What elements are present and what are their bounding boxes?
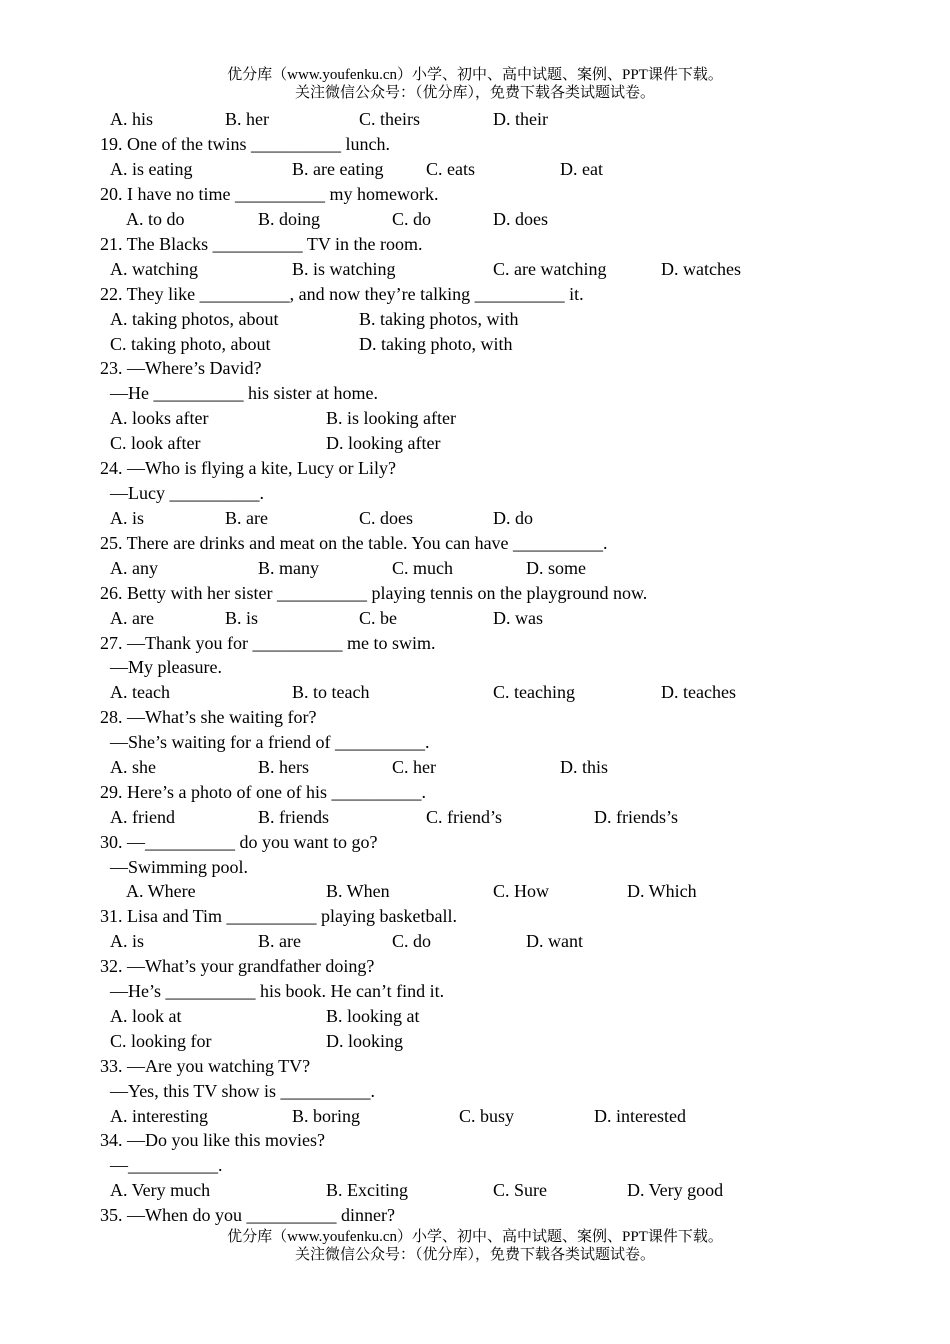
option-b: B. When: [326, 881, 390, 901]
option-c: C. do: [392, 209, 432, 229]
option-d: D. teaches: [661, 682, 736, 702]
option-b: B. are: [258, 931, 301, 951]
question-stem: 19. One of the twins __________ lunch.: [100, 134, 390, 154]
question-stem: 26. Betty with her sister __________ playing tennis on the playground now.: [100, 583, 648, 603]
question-response: —My pleasure.: [110, 657, 222, 677]
option-c: C. eats: [426, 159, 475, 179]
question-stem: 31. Lisa and Tim __________ playing basketball.: [100, 906, 457, 926]
question-stem: 23. —Where’s David?: [100, 358, 262, 378]
option-b: B. are: [225, 508, 268, 528]
option-c: C. busy: [459, 1106, 515, 1126]
option-a: A. to do: [126, 209, 185, 229]
option-d: D. this: [560, 757, 609, 777]
question-response: —__________.: [110, 1155, 223, 1175]
option-b: B. is watching: [292, 259, 396, 279]
header-line-1: 优分库（www.youfenku.cn）小学、初中、高中试题、案例、PPT课件下载。: [227, 67, 723, 83]
question-response: —She’s waiting for a friend of __________.: [110, 732, 430, 752]
option-a: A. is: [110, 931, 145, 951]
option-a: A. taking photos, about: [110, 309, 279, 329]
option-b: B. to teach: [292, 682, 370, 702]
footer-line-2: 关注微信公众号：（优分库），免费下载各类试题试卷。: [294, 1247, 655, 1263]
option-a: A. she: [110, 757, 156, 777]
option-b: B. looking at: [326, 1006, 420, 1026]
option-a: A. watching: [110, 259, 198, 279]
option-c: C. her: [392, 757, 436, 777]
option-c: C. looking for: [110, 1031, 212, 1051]
option-c: C. theirs: [359, 109, 420, 129]
option-a: A. friend: [110, 807, 175, 827]
question-stem: 25. There are drinks and meat on the table. You can have __________.: [100, 533, 608, 553]
question-stem: 27. —Thank you for __________ me to swim.: [100, 633, 436, 653]
option-b: B. friends: [258, 807, 329, 827]
option-b: B. is looking after: [326, 408, 456, 428]
option-b: B. taking photos, with: [359, 309, 519, 329]
option-a: A. look at: [110, 1006, 182, 1026]
option-a: A. is: [110, 508, 145, 528]
question-stem: 35. —When do you __________ dinner?: [100, 1205, 395, 1225]
option-c: C. are watching: [493, 259, 607, 279]
option-b: B. doing: [258, 209, 321, 229]
option-a: A. are: [110, 608, 154, 628]
option-c: C. do: [392, 931, 432, 951]
option-c: C. look after: [110, 433, 201, 453]
option-c: C. taking photo, about: [110, 334, 271, 354]
option-d: D. watches: [661, 259, 741, 279]
question-response: —He’s __________ his book. He can’t find it.: [110, 981, 445, 1001]
question-response: —He __________ his sister at home.: [110, 383, 378, 403]
question-stem: 28. —What’s she waiting for?: [100, 707, 317, 727]
question-response: —Lucy __________.: [110, 483, 264, 503]
option-d: D. do: [493, 508, 533, 528]
option-a: A. his: [110, 109, 154, 129]
option-d: D. interested: [594, 1106, 686, 1126]
page-header: [0, 66, 950, 102]
option-c: C. How: [493, 881, 550, 901]
question-stem: 33. —Are you watching TV?: [100, 1056, 311, 1076]
option-a: A. any: [110, 558, 158, 578]
question-stem: 29. Here’s a photo of one of his __________.: [100, 782, 426, 802]
option-d: D. friends’s: [594, 807, 678, 827]
option-d: D. Which: [627, 881, 697, 901]
question-stem: 30. —__________ do you want to go?: [100, 832, 378, 852]
option-b: B. is: [225, 608, 259, 628]
option-a: A. Very much: [110, 1180, 211, 1200]
question-stem: 22. They like __________, and now they’re talking __________ it.: [100, 284, 584, 304]
question-stem: 34. —Do you like this movies?: [100, 1130, 325, 1150]
option-c: C. Sure: [493, 1180, 547, 1200]
option-d: D. want: [526, 931, 583, 951]
option-a: A. interesting: [110, 1106, 208, 1126]
option-c: C. does: [359, 508, 413, 528]
question-response: —Swimming pool.: [110, 857, 249, 877]
option-b: B. are eating: [292, 159, 384, 179]
footer-line-1: 优分库（www.youfenku.cn）小学、初中、高中试题、案例、PPT课件下载。: [227, 1229, 723, 1245]
header-line-2: 关注微信公众号：（优分库），免费下载各类试题试卷。: [294, 85, 655, 101]
option-c: C. much: [392, 558, 453, 578]
option-d: D. looking: [326, 1031, 404, 1051]
option-d: D. looking after: [326, 433, 441, 453]
option-d: D. Very good: [627, 1180, 724, 1200]
option-d: D. their: [493, 109, 548, 129]
option-b: B. Exciting: [326, 1180, 408, 1200]
question-stem: 24. —Who is flying a kite, Lucy or Lily?: [100, 458, 396, 478]
option-d: D. does: [493, 209, 548, 229]
option-d: D. taking photo, with: [359, 334, 513, 354]
option-a: A. is eating: [110, 159, 193, 179]
question-stem: 20. I have no time __________ my homework.: [100, 184, 439, 204]
option-a: A. Where: [126, 881, 196, 901]
option-b: B. many: [258, 558, 319, 578]
option-c: C. be: [359, 608, 397, 628]
question-stem: 21. The Blacks __________ TV in the room.: [100, 234, 423, 254]
option-b: B. her: [225, 109, 269, 129]
option-c: C. teaching: [493, 682, 575, 702]
option-b: B. boring: [292, 1106, 361, 1126]
option-a: A. teach: [110, 682, 170, 702]
option-b: B. hers: [258, 757, 309, 777]
option-d: D. was: [493, 608, 543, 628]
option-d: D. eat: [560, 159, 603, 179]
option-c: C. friend’s: [426, 807, 502, 827]
question-stem: 32. —What’s your grandfather doing?: [100, 956, 375, 976]
page-footer: [0, 1228, 950, 1264]
option-d: D. some: [526, 558, 586, 578]
option-a: A. looks after: [110, 408, 209, 428]
question-response: —Yes, this TV show is __________.: [110, 1081, 376, 1101]
